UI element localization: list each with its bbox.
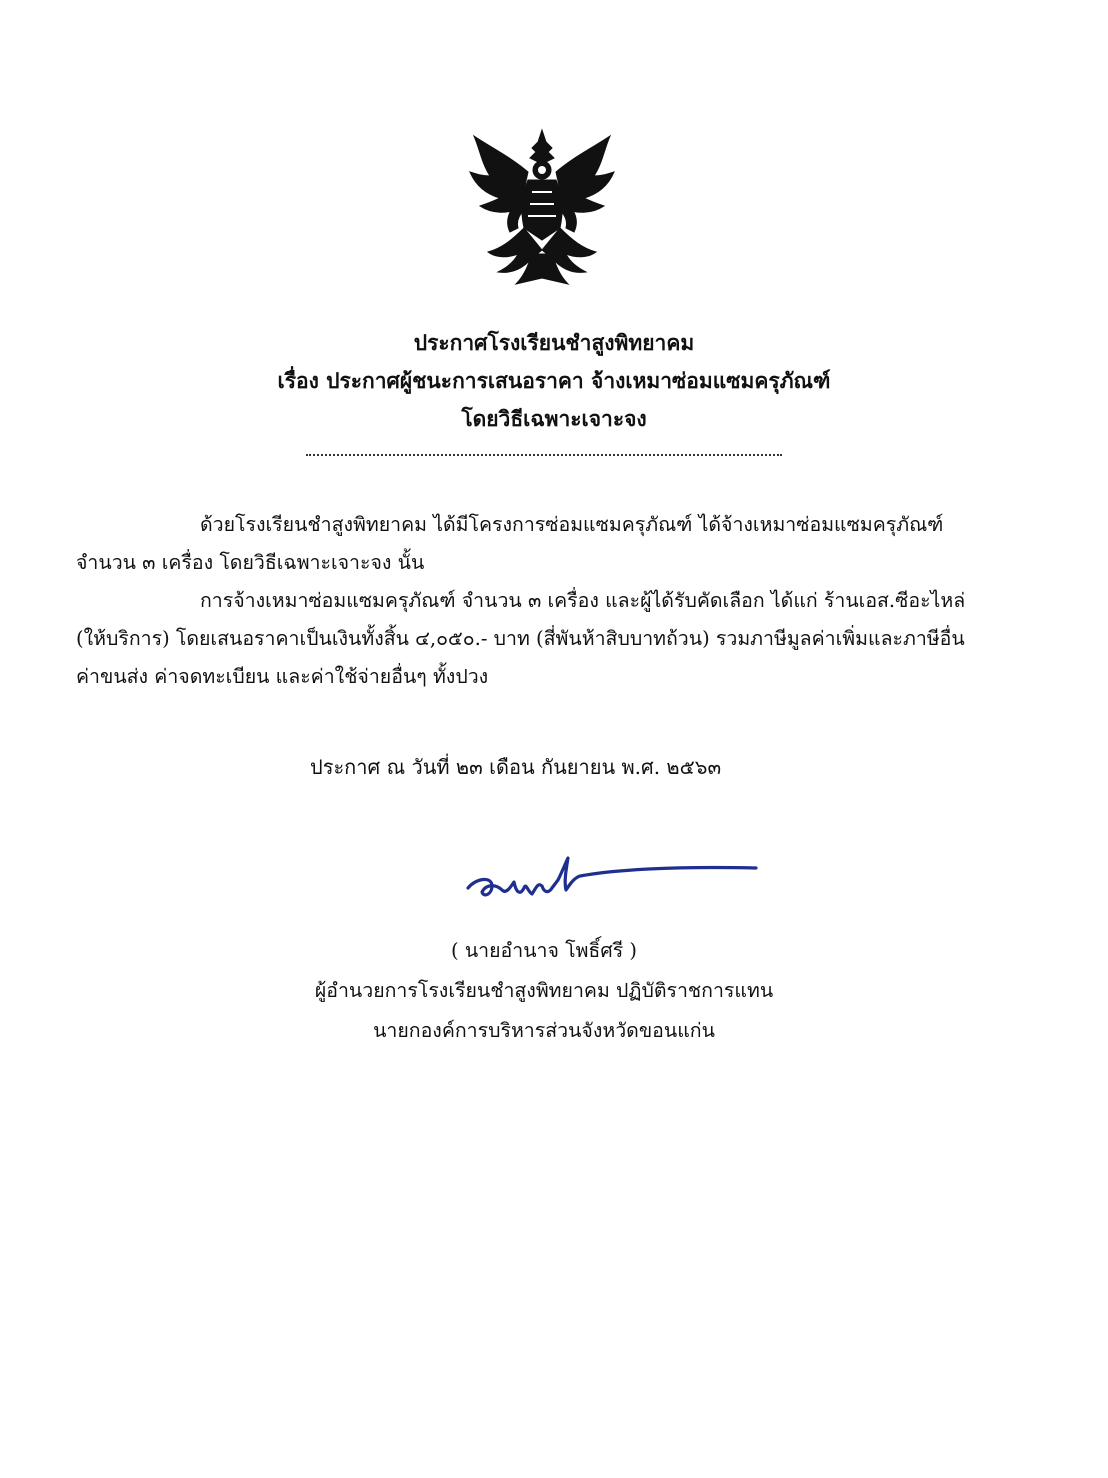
body-paragraph-1-line-1: ด้วยโรงเรียนชำสูงพิทยาคม ได้มีโครงการซ่อมแซมครุภัณฑ์ ได้จ้างเหมาซ่อมแซมครุภัณฑ์ [200,513,944,536]
signatory-position: ผู้อำนวยการโรงเรียนชำสูงพิทยาคม ปฏิบัติราชการแทน [314,979,774,1002]
body-paragraph-2-line-3: ค่าขนส่ง ค่าจดทะเบียน และค่าใช้จ่ายอื่นๆ ทั้งปวง [76,665,489,688]
dotted-divider [306,454,782,456]
body-paragraph-2-line-1: การจ้างเหมาซ่อมแซมครุภัณฑ์ จำนวน ๓ เครื่อง และผู้ได้รับคัดเลือก ได้แก่ ร้านเอส.ซีอะไหล่ [200,589,966,612]
announcement-subject: เรื่อง ประกาศผู้ชนะการเสนอราคา จ้างเหมาซ่อมแซมครุภัณฑ์ [277,368,831,393]
body-paragraph-2-line-2: (ให้บริการ) โดยเสนอราคาเป็นเงินทั้งสิ้น ๔,๐๕๐.- บาท (สี่พันห้าสิบบาทถ้วน) รวมภาษีมูลค่าเพิ่มและภาษีอื่น [76,627,965,650]
garuda-emblem-icon [462,128,622,288]
signatory-name: ( นายอำนาจ โพธิ์ศรี ) [451,939,637,962]
announcement-method: โดยวิธีเฉพาะเจาะจง [461,406,647,431]
announcement-date: ประกาศ ณ วันที่ ๒๓ เดือน กันยายน พ.ศ. ๒๕๖๓ [310,755,722,779]
announcement-title: ประกาศโรงเรียนชำสูงพิทยาคม [413,330,695,355]
signatory-acting-for: นายกองค์การบริหารส่วนจังหวัดขอนแก่น [373,1019,715,1042]
body-paragraph-1-line-2: จำนวน ๓ เครื่อง โดยวิธีเฉพาะเจาะจง นั้น [76,551,425,574]
handwritten-signature [462,848,762,912]
